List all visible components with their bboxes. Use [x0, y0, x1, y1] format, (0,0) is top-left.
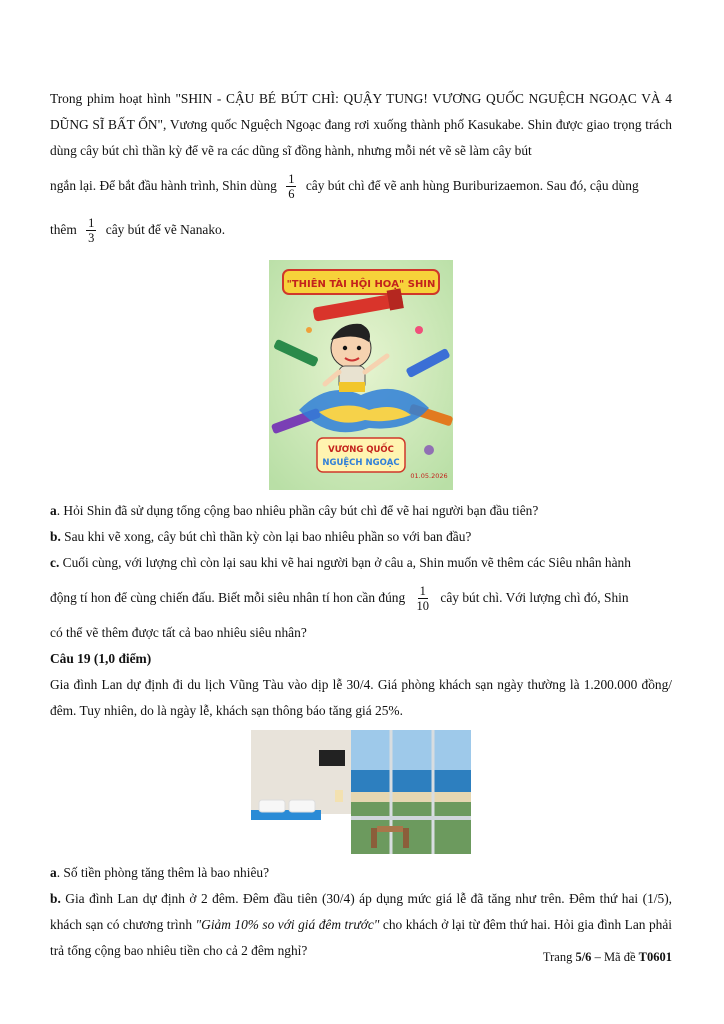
question-text: động tí hon để cùng chiến đấu. Biết mỗi siêu nhân tí hon cần đúng	[50, 590, 406, 605]
problem19-question-a	[50, 860, 672, 886]
fraction-denominator: 10	[416, 599, 430, 614]
question-text: . Hỏi Shin đã sử dụng tổng cộng bao nhiêu phần cây bút chì để vẽ hai người bạn đầu tiên?	[56, 503, 539, 518]
problem18-question-b	[50, 524, 672, 550]
footer-prefix: Trang	[542, 950, 576, 964]
problem19-intro-text: Gia đình Lan dự định đi du lịch Vũng Tàu vào dịp lễ 30/4. Giá phòng khách sạn ngày thường là 1.200.000 đồng/đêm. Tuy nhiên, do là ngày lễ, khách sạn thông báo tăng giá 25%.	[50, 677, 672, 718]
problem18-intro-text: Trong phim hoạt hình "SHIN - CẬU BÉ BÚT CHÌ: QUẬY TUNG! VƯƠNG QUỐC NGUỆCH NGOẠC VÀ 4 DŨNG SĨ BẤT ỔN", Vương quốc Nguệch Ngoạc đang rơi xuống thành phố Kasukabe. Shin được giao trọng trách dùng cây bút chì thần kỳ để vẽ ra các dũng sĩ đồng hành, nhưng mỗi nét vẽ sẽ làm cây bút	[50, 91, 672, 158]
question-text: Sau khi vẽ xong, cây bút chì thần kỳ còn lại bao nhiêu phần so với ban đầu?	[60, 529, 472, 544]
fraction-one-third	[86, 216, 96, 245]
fraction-numerator: 1	[419, 584, 426, 599]
fraction-numerator: 1	[288, 172, 295, 187]
question-label: c.	[50, 555, 60, 570]
promotion-quote: "Giảm 10% so với giá đêm trước"	[195, 917, 380, 932]
poster-logo-line1: VƯƠNG QUỐC	[328, 445, 394, 455]
problem18-question-c-line2	[50, 576, 672, 620]
problem18-intro-text-3b: cây bút để vẽ Nanako.	[105, 222, 226, 237]
exam-code: T0601	[638, 950, 672, 964]
footer-middle: – Mã đề	[591, 950, 639, 964]
problem18-intro-text-2b: cây bút chì để vẽ anh hùng Buriburizaemon. Sau đó, cậu dùng	[305, 178, 639, 193]
problem18-intro	[50, 86, 672, 164]
problem18-intro-line3	[50, 208, 672, 252]
fraction-one-tenth	[415, 584, 432, 613]
fraction-numerator: 1	[88, 216, 95, 231]
problem18-intro-text-2a: ngắn lại. Để bắt đầu hành trình, Shin dùng	[50, 178, 277, 193]
poster-logo-line2: NGUỆCH NGOẠC	[322, 458, 400, 468]
problem18-intro-text-3a: thêm	[50, 222, 77, 237]
fraction-denominator: 6	[288, 187, 295, 202]
problem18-question-c-line3	[50, 620, 672, 646]
question-heading: Câu 19 (1,0 điểm)	[50, 651, 152, 666]
question-label: a	[50, 503, 57, 518]
question-text: Cuối cùng, với lượng chì còn lại sau khi vẽ hai người bạn ở câu a, Shin muốn vẽ thêm các Siêu nhân hành	[59, 555, 631, 570]
problem18-question-a	[50, 498, 672, 524]
question-text: cho khách ở lại từ đêm thứ hai. Hỏi gia đình Lan phải trả tổng cộng bao nhiêu tiền cho cả 2 đêm nghỉ?	[50, 917, 673, 958]
question-text: có thể vẽ thêm được tất cả bao nhiêu siêu nhân?	[50, 625, 307, 640]
fraction-one-sixth	[286, 172, 296, 201]
question-text: . Số tiền phòng tăng thêm là bao nhiêu?	[56, 865, 270, 880]
problem18-intro-line2	[50, 164, 672, 208]
question-label: a	[50, 865, 57, 880]
page-footer	[543, 950, 672, 965]
question-text: cây bút chì. Với lượng chì đó, Shin	[440, 590, 629, 605]
hotel-room-photo	[251, 730, 471, 854]
shin-movie-poster	[269, 260, 453, 490]
question-label: b.	[50, 529, 61, 544]
problem19-heading	[50, 646, 672, 672]
problem19-intro	[50, 672, 672, 724]
page-content	[50, 86, 672, 964]
poster-date: 01.05.2026	[410, 472, 448, 480]
question-text: Gia đình Lan dự định ở 2 đêm. Đêm đầu tiên (30/4) áp dụng mức giá lễ đã tăng như trên. Đêm thứ hai (1/5), khách sạn có chương trình	[50, 891, 672, 932]
page-number: 5/6	[575, 950, 592, 964]
problem18-question-c	[50, 550, 672, 576]
question-label: b.	[50, 891, 61, 906]
poster-title: "THIÊN TÀI HỘI HOẠ" SHIN	[286, 279, 436, 290]
fraction-denominator: 3	[88, 231, 95, 246]
